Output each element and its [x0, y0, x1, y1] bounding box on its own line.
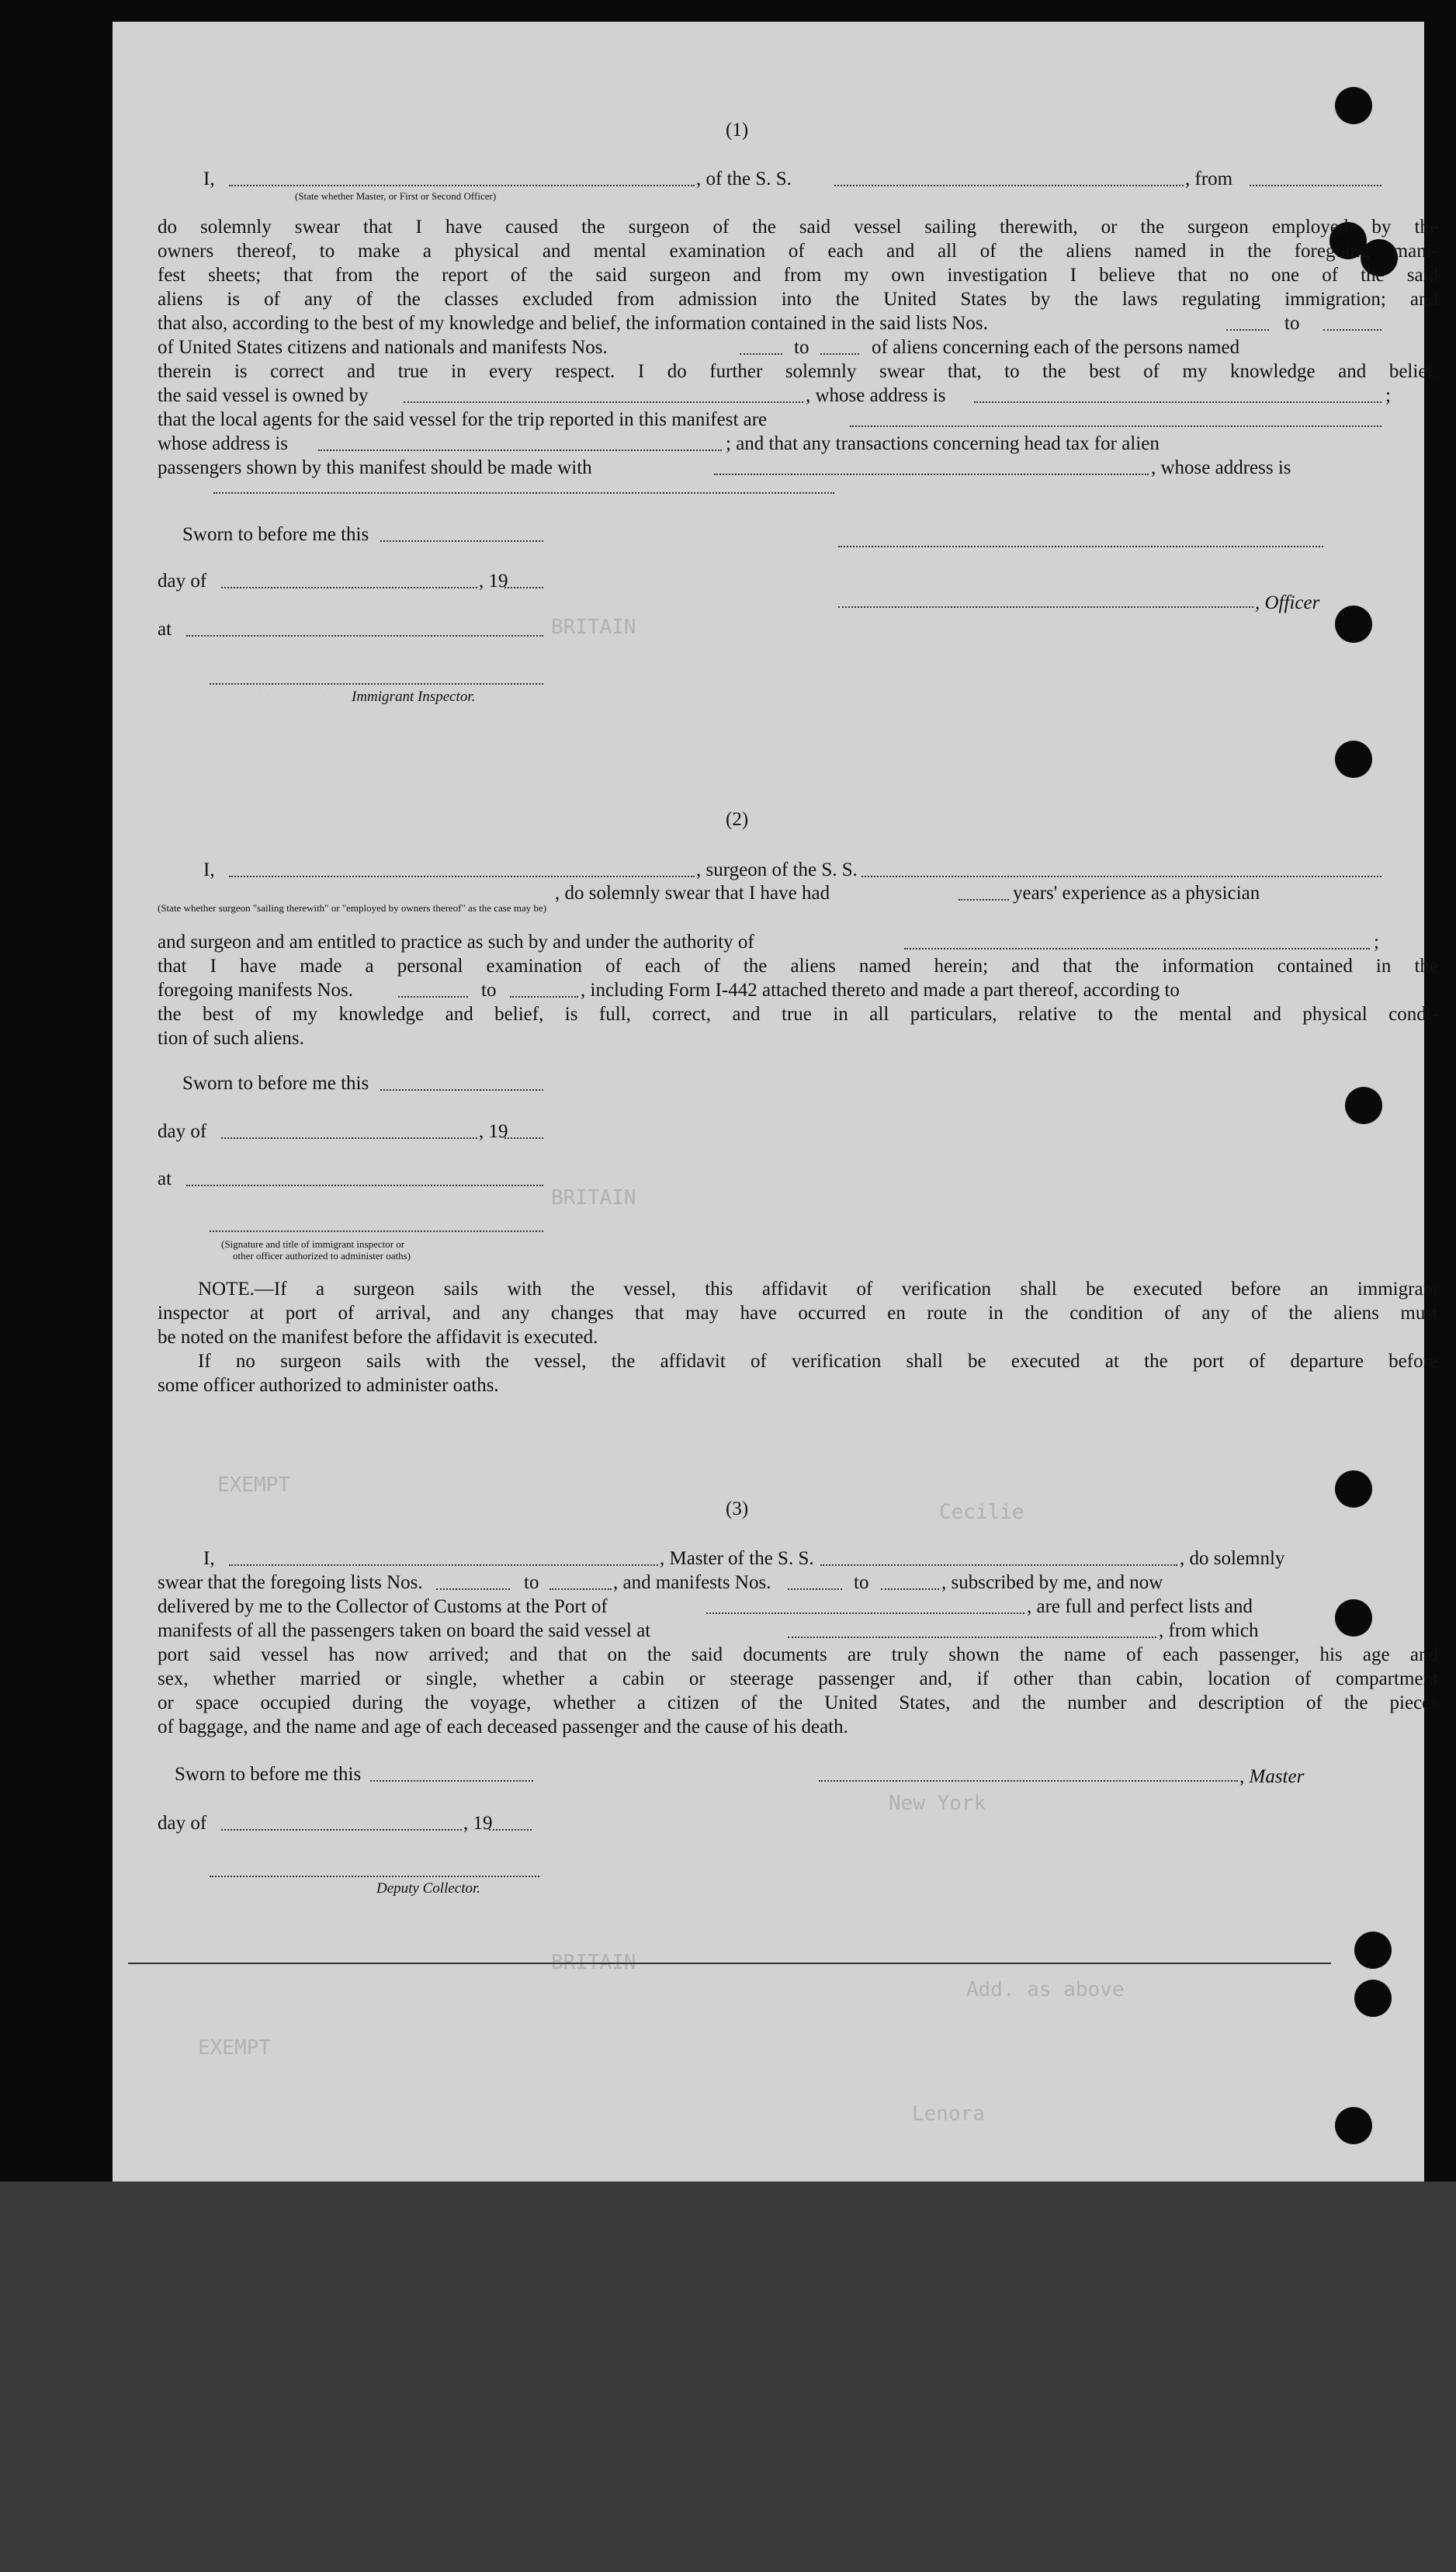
s3-sworn-date-field[interactable]: [370, 1780, 533, 1782]
document-page: [113, 22, 1438, 2182]
s3-body-line: delivered by me to the Collector of Customs at the Port of: [158, 1596, 608, 1617]
s1-inspector-label: Immigrant Inspector.: [352, 689, 476, 705]
s3-manifest-to-field[interactable]: [881, 1588, 939, 1590]
s1-day-of-label: day of: [158, 571, 207, 592]
section-1-heading: (1): [726, 120, 749, 141]
s1-body-line: aliens is of any of the classes excluded from admission into the United States by the laws regulating immigration; and: [158, 289, 1438, 310]
bleed-text: EXEMPT: [217, 1473, 290, 1497]
s1-whose-address-2: , whose address is: [1151, 457, 1291, 478]
s1-body-line: fest sheets; that from the report of the said surgeon and from my own investigation I believe that no one of the said: [158, 265, 1438, 286]
s1-of-ss-label: , of the S. S.: [696, 168, 792, 189]
bleed-text: BRITAIN: [551, 616, 636, 639]
s3-day-of-field[interactable]: [221, 1829, 462, 1831]
s3-master-signature-field[interactable]: [819, 1780, 1238, 1782]
s3-to2-label: to: [854, 1572, 869, 1593]
s2-surgeon-name-field[interactable]: [229, 876, 695, 877]
s1-from-label: , from: [1185, 168, 1233, 189]
s2-sworn-date-field[interactable]: [380, 1089, 543, 1091]
section-3-heading: (3): [726, 1498, 749, 1519]
s3-list-to-field[interactable]: [549, 1588, 612, 1590]
s1-body-line: whose address is: [158, 433, 289, 454]
s2-body-line: foregoing manifests Nos.: [158, 980, 354, 1001]
s1-year-field[interactable]: [504, 587, 543, 588]
s3-ship-name-field[interactable]: [820, 1564, 1177, 1566]
s1-list-from-field[interactable]: [1226, 329, 1269, 331]
s1-body-line: of United States citizens and nationals and manifests Nos.: [158, 337, 608, 358]
s3-sworn-label: Sworn to before me this: [175, 1764, 362, 1785]
s1-whose-address: , whose address is: [806, 385, 946, 406]
s1-to-label: to: [1284, 313, 1300, 334]
s3-body-line: manifests of all the passengers taken on board the said vessel at: [158, 1620, 651, 1641]
s2-manifest-to-field[interactable]: [510, 996, 578, 998]
s1-owner-field[interactable]: [404, 401, 803, 403]
s2-note-line: some officer authorized to administer oaths.: [158, 1375, 499, 1396]
s3-to-label: to: [524, 1572, 539, 1593]
s2-semicolon: ;: [1374, 932, 1379, 953]
s3-manifest-from-field[interactable]: [788, 1588, 842, 1590]
s1-agents-field[interactable]: [850, 425, 1381, 427]
s3-port-field[interactable]: [706, 1612, 1024, 1614]
s2-note-line: be noted on the manifest before the affidavit is executed.: [158, 1327, 598, 1348]
s1-body-line: passengers shown by this manifest should be made with: [158, 457, 592, 478]
s3-body-line: swear that the foregoing lists Nos.: [158, 1572, 423, 1593]
s1-manifest-to-field[interactable]: [820, 353, 859, 355]
s3-year-label: , 19: [463, 1813, 493, 1834]
bleed-text: Cecilie: [939, 1501, 1024, 1524]
s1-agents-address-field[interactable]: [318, 449, 722, 451]
s3-body-line: port said vessel has now arrived; and that on the said documents are truly shown the name of each passenger, his age and: [158, 1644, 1438, 1665]
s1-bottom-divider: [213, 492, 834, 494]
s3-do-solemnly: , do solemnly: [1180, 1548, 1285, 1569]
s1-to2-label: to: [794, 337, 809, 358]
s1-i-label: I,: [203, 168, 215, 189]
s3-from-which: , from which: [1159, 1620, 1259, 1641]
s3-collector-signature-field[interactable]: [210, 1876, 539, 1877]
s2-ship-name-field[interactable]: [861, 876, 1381, 877]
s3-day-of-label: day of: [158, 1813, 207, 1834]
s3-master-name-field[interactable]: [229, 1564, 658, 1566]
s2-year-field[interactable]: [504, 1137, 543, 1139]
s2-authority-field[interactable]: [904, 948, 1370, 949]
s1-head-tax: ; and that any transactions concerning head tax for alien: [726, 433, 1160, 454]
s1-body-line: that the local agents for the said vessel for the trip reported in this manifest are: [158, 409, 768, 430]
s2-note-line: NOTE.—If a surgeon sails with the vessel, this affidavit of verification shall be executed before an immigrant: [198, 1279, 1438, 1300]
s1-body-line: do solemnly swear that I have caused the surgeon of the said vessel sailing therewith, or the surgeon employed by the: [158, 217, 1438, 238]
s1-at-field[interactable]: [186, 635, 543, 637]
s3-master-label: , Master: [1239, 1766, 1305, 1787]
s3-embarkation-field[interactable]: [788, 1637, 1156, 1638]
s1-of-aliens: of aliens concerning each of the persons named: [872, 337, 1240, 358]
s1-at-label: at: [158, 619, 172, 640]
s2-body-line: and surgeon and am entitled to practice as such by and under the authority of: [158, 932, 754, 953]
s1-semicolon: ;: [1385, 385, 1391, 406]
bleed-text: BRITAIN: [551, 1186, 636, 1210]
s3-i-label: I,: [203, 1548, 215, 1569]
s2-note-line: inspector at port of arrival, and any changes that may have occurred en route in the condition of any of the aliens must: [158, 1303, 1438, 1324]
section-2-heading: (2): [726, 809, 749, 830]
s3-body-line: sex, whether married or single, whether a cabin or steerage passenger and, if other than cabin, location of compartment: [158, 1668, 1438, 1689]
s2-day-of-label: day of: [158, 1121, 207, 1142]
s1-port-from-field[interactable]: [1250, 185, 1381, 186]
bleed-text: BRITAIN: [551, 1951, 636, 1974]
s3-list-from-field[interactable]: [436, 1588, 510, 1590]
s1-body-line: that also, according to the best of my knowledge and belief, the information contained in the said lists Nos.: [158, 313, 988, 334]
s2-body-line: that I have made a personal examination of each of the aliens named herein; and that the information contained in the: [158, 956, 1438, 977]
s1-body-line: owners thereof, to make a physical and mental examination of each and all of the aliens named in the foregoing mani-: [158, 241, 1438, 262]
s3-and-manifests: , and manifests Nos.: [613, 1572, 771, 1593]
s3-subscribed: , subscribed by me, and now: [941, 1572, 1163, 1593]
bleed-text: New York: [889, 1792, 986, 1815]
s1-officer-line-1[interactable]: [838, 546, 1323, 547]
s1-head-tax-party-field[interactable]: [714, 474, 1149, 475]
s3-body-line: or space occupied during the voyage, whether a citizen of the United States, and the number and description of the pieces: [158, 1692, 1438, 1713]
s1-body-line: therein is correct and true in every respect. I do further solemnly swear that, to the best of my knowledge and belief,: [158, 361, 1438, 382]
s2-form-text: , including Form I-442 attached thereto and made a part thereof, according to: [581, 980, 1180, 1001]
bleed-text: Add. as above: [966, 1978, 1125, 2001]
scan-bottom-strip: [0, 2182, 1456, 2572]
bleed-text: Lenora: [912, 2102, 985, 2126]
s3-year-field[interactable]: [489, 1829, 532, 1831]
s2-at-field[interactable]: [186, 1185, 543, 1186]
s2-i-label: I,: [203, 859, 215, 880]
s1-title-note: (State whether Master, or First or Second Officer): [295, 190, 497, 202]
s1-list-to-field[interactable]: [1323, 329, 1381, 331]
s2-body-line: tion of such aliens.: [158, 1028, 304, 1049]
s2-surgeon-of-label: , surgeon of the S. S.: [696, 859, 858, 880]
s2-signature-field[interactable]: [210, 1230, 543, 1232]
s2-sig-note-2: other officer authorized to administer oaths): [233, 1250, 411, 1262]
s1-inspector-signature-field[interactable]: [210, 683, 543, 685]
s2-years-field[interactable]: [959, 899, 1009, 901]
s1-officer-line-2[interactable]: [838, 606, 1253, 608]
s2-sailing-note: (State whether surgeon "sailing therewith" or "employed by owners thereof" as the case may be): [158, 902, 547, 914]
s2-body-line: the best of my knowledge and belief, is full, correct, and true in all particulars, relative to the mental and physical condi-: [158, 1004, 1438, 1025]
s3-body-line: of baggage, and the name and age of each deceased passenger and the cause of his death.: [158, 1716, 848, 1737]
s2-sworn-label: Sworn to before me this: [182, 1073, 369, 1094]
s1-sworn-label: Sworn to before me this: [182, 524, 369, 545]
s2-sig-note-1: (Signature and title of immigrant inspector or: [221, 1238, 405, 1250]
s2-day-of-field[interactable]: [221, 1137, 477, 1139]
s1-title-field[interactable]: [229, 185, 695, 186]
bottom-rule: [128, 1963, 1331, 1964]
s2-at-label: at: [158, 1168, 172, 1189]
s1-manifest-from-field[interactable]: [740, 353, 782, 355]
s2-swear-label: , do solemnly swear that I have had: [555, 883, 830, 904]
s3-master-of-label: , Master of the S. S.: [660, 1548, 814, 1569]
s1-year-label: , 19: [479, 571, 508, 592]
s1-day-of-field[interactable]: [221, 587, 477, 588]
bleed-text: EXEMPT: [198, 2036, 271, 2060]
s2-note-line: If no surgeon sails with the vessel, the affidavit of verification shall be executed at the port of departure before: [198, 1351, 1438, 1372]
s2-manifest-from-field[interactable]: [398, 996, 468, 998]
s3-collector-label: Deputy Collector.: [376, 1880, 481, 1897]
s1-sworn-date-field[interactable]: [380, 540, 543, 542]
s1-body-line: the said vessel is owned by: [158, 385, 369, 406]
s1-officer-label: , Officer: [1255, 592, 1320, 613]
s2-year-label: , 19: [479, 1121, 508, 1142]
s3-full-perfect: , are full and perfect lists and: [1027, 1596, 1253, 1617]
s1-ship-name-field[interactable]: [834, 185, 1184, 186]
s2-years-label: years' experience as a physician: [1013, 883, 1260, 904]
s2-to-label: to: [481, 980, 497, 1001]
s1-owner-address-field[interactable]: [974, 401, 1381, 403]
